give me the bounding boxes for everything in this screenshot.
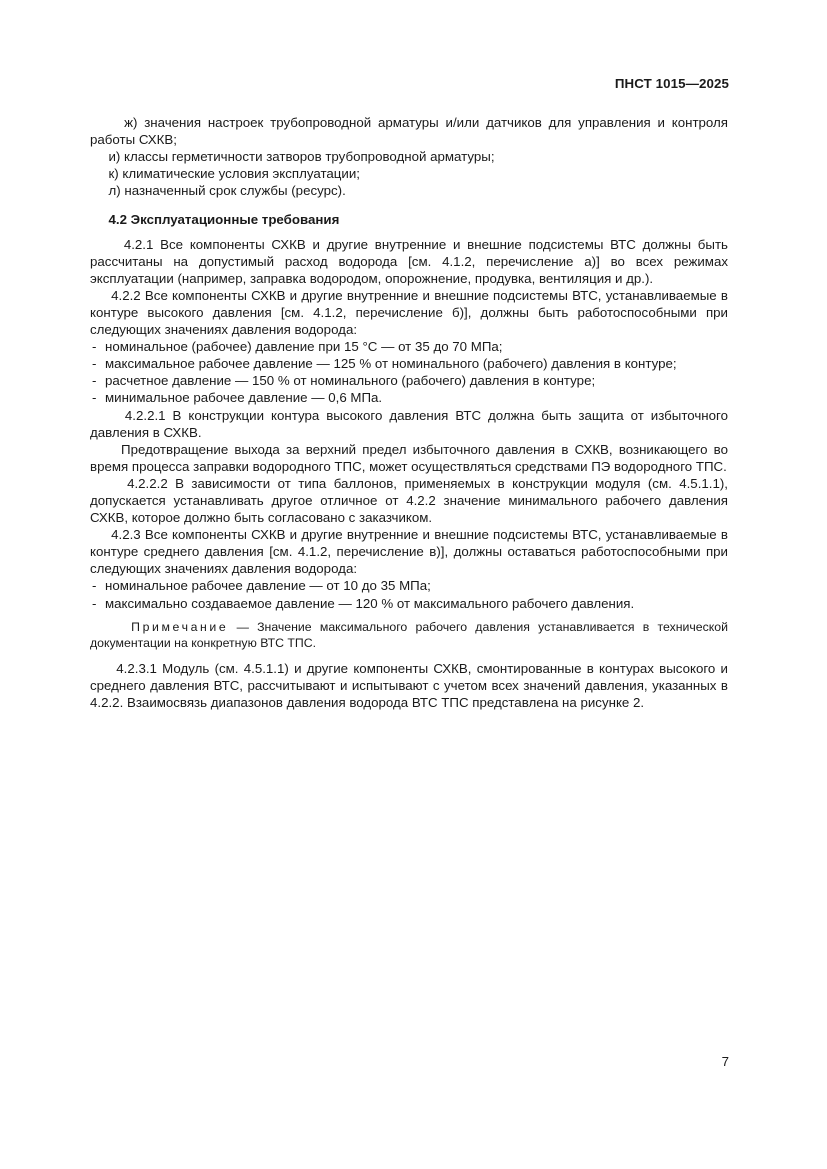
list-item-k: к) климатические условия эксплуатации; (108, 166, 360, 182)
note (90, 619, 728, 651)
paragraph-prevention: Предотвращение выхода за верхний предел избыточного давления в СХКВ, возникающего во время процесса заправки водородного ТПС, может осуществляться средствами ПЭ водородного ТПС. (90, 441, 728, 474)
list-item: - максимальное рабочее давление — 125 % от номинального (рабочего) давления в контуре; (90, 355, 728, 372)
paragraph-4-2-1: 4.2.1 Все компоненты СХКВ и другие внутренние и внешние подсистемы ВТС должны быть рассчитаны на допустимый расход водорода [см. 4.1.2, перечисление а)] во всех режимах эксплуатации (например, заправка водородом, опорожнение, продувка, вентиляция и др.). (90, 236, 728, 286)
list-item: - минимальное рабочее давление — 0,6 МПа. (90, 389, 728, 406)
note-text: — Значение максимального рабочего давления устанавливается в технической документации на конкретную ВТС ТПС. (90, 619, 728, 650)
paragraph-4-2-3: 4.2.3 Все компоненты СХКВ и другие внутренние и внешние подсистемы ВТС, устанавливаемые в контуре среднего давления [см. 4.1.2, перечисление в)], должны оставаться работоспособными при следующих значениях давления водорода: (90, 527, 728, 577)
page-number: 7 (721, 1054, 729, 1069)
paragraph-4-2-3-1: 4.2.3.1 Модуль (см. 4.5.1.1) и другие компоненты СХКВ, смонтированные в контурах высокого и среднего давления ВТС, рассчитывают и испытывают с учетом всех значений давления, указанных в 4.2.2. Взаимосвязь диапазонов давления водорода ВТС ТПС представлена на рисунке 2. (90, 660, 728, 710)
pressure-list-medium (90, 577, 728, 611)
pressure-list-high (90, 338, 728, 406)
list-item: - номинальное (рабочее) давление при 15 °С — от 35 до 70 МПа; (90, 338, 728, 355)
paragraph-4-2-2-1: 4.2.2.1 В конструкции контура высокого давления ВТС должна быть защита от избыточного давления в СХКВ. (90, 407, 728, 440)
list-item: - расчетное давление — 150 % от номинального (рабочего) давления в контуре; (90, 372, 728, 389)
section-title: 4.2 Эксплуатационные требования (108, 212, 340, 228)
document-body (90, 114, 728, 711)
list-item-i: и) классы герметичности затворов трубопроводной арматуры; (108, 149, 495, 165)
paragraph-4-2-2-2: 4.2.2.2 В зависимости от типа баллонов, применяемых в конструкции модуля (см. 4.5.1.1), допускается устанавливать другое отличное от 4.2.2 значение минимального рабочего давления СХКВ, которое должно быть согласовано с заказчиком. (90, 475, 728, 526)
list-item: - номинальное рабочее давление — от 10 до 35 МПа; (90, 577, 728, 594)
list-item-l: л) назначенный срок службы (ресурс). (108, 183, 346, 199)
list-item: - максимально создаваемое давление — 120 % от максимального рабочего давления. (90, 595, 728, 612)
document-id-header: ПНСТ 1015—2025 (614, 76, 729, 91)
list-item-zh: ж) значения настроек трубопроводной арматуры и/или датчиков для управления и контроля работы СХКВ; (90, 115, 728, 148)
note-label: Примечание (131, 619, 229, 634)
paragraph-4-2-2: 4.2.2 Все компоненты СХКВ и другие внутренние и внешние подсистемы ВТС, устанавливаемые в контуре высокого давления [см. 4.1.2, перечисление б)], должны быть работоспособными при следующих значениях давления водорода: (90, 287, 728, 338)
